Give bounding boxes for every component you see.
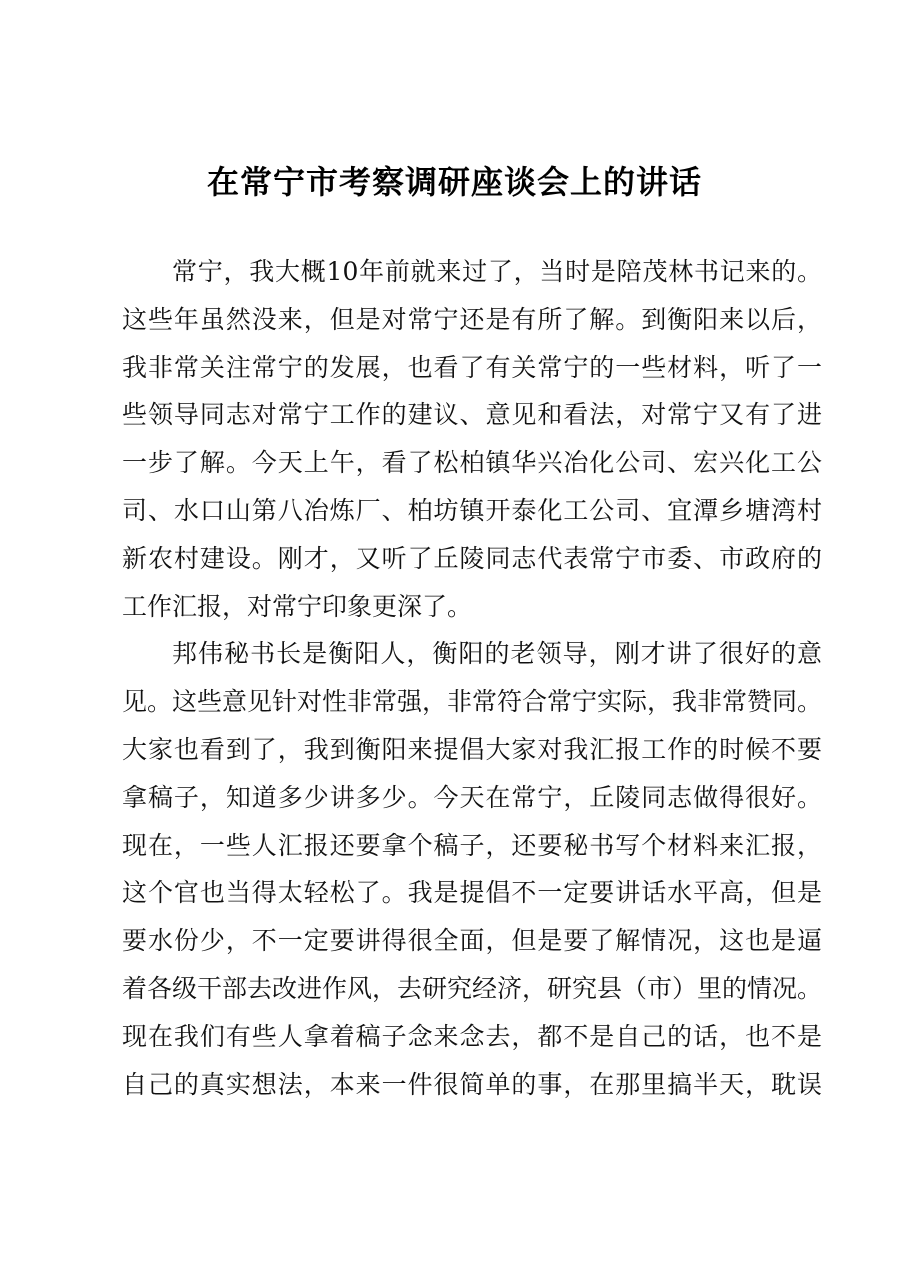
text-line: 一步了解。今天上午，看了松柏镇华兴冶化公司、宏兴化工公 (122, 448, 822, 478)
document-title: 在常宁市考察调研座谈会上的讲话 (206, 163, 702, 201)
text-line: 要水份少，不一定要讲得很全面，但是要了解情况，这也是逼 (122, 926, 822, 956)
text-line: 拿稿子，知道多少讲多少。今天在常宁，丘陵同志做得很好。 (122, 782, 822, 812)
text-line: 现在我们有些人拿着稿子念来念去，都不是自己的话，也不是 (122, 1021, 822, 1051)
document-body (122, 248, 822, 1108)
text-line: 着各级干部去改进作风，去研究经济，研究县（市）里的情况。 (122, 973, 823, 1003)
text-line: 见。这些意见针对性非常强，非常符合常宁实际，我非常赞同。 (122, 687, 823, 717)
text-line: 些领导同志对常宁工作的建议、意见和看法，对常宁又有了进 (122, 400, 822, 430)
paragraph (122, 630, 822, 1108)
text-line: 这些年虽然没来，但是对常宁还是有所了解。到衡阳来以后， (122, 304, 822, 334)
text-line: 自己的真实想法，本来一件很简单的事，在那里搞半天，耽误 (122, 1069, 822, 1099)
text-line: 邦伟秘书长是衡阳人，衡阳的老领导，刚才讲了很好的意 (172, 639, 822, 669)
text-line: 这个官也当得太轻松了。我是提倡不一定要讲话水平高，但是 (122, 878, 822, 908)
text-line: 工作汇报，对常宁印象更深了。 (122, 591, 473, 621)
text-line: 大家也看到了，我到衡阳来提倡大家对我汇报工作的时候不要 (122, 734, 822, 764)
paragraph (122, 248, 822, 630)
text-line: 常宁，我大概10年前就来过了，当时是陪茂林书记来的。 (172, 257, 822, 286)
text-line: 现在，一些人汇报还要拿个稿子，还要秘书写个材料来汇报， (122, 830, 822, 860)
text-line: 新农村建设。刚才，又听了丘陵同志代表常宁市委、市政府的 (122, 543, 822, 573)
text-line: 司、水口山第八冶炼厂、柏坊镇开泰化工公司、宜潭乡塘湾村 (122, 495, 822, 525)
text-line: 我非常关注常宁的发展，也看了有关常宁的一些材料，听了一 (122, 352, 822, 382)
